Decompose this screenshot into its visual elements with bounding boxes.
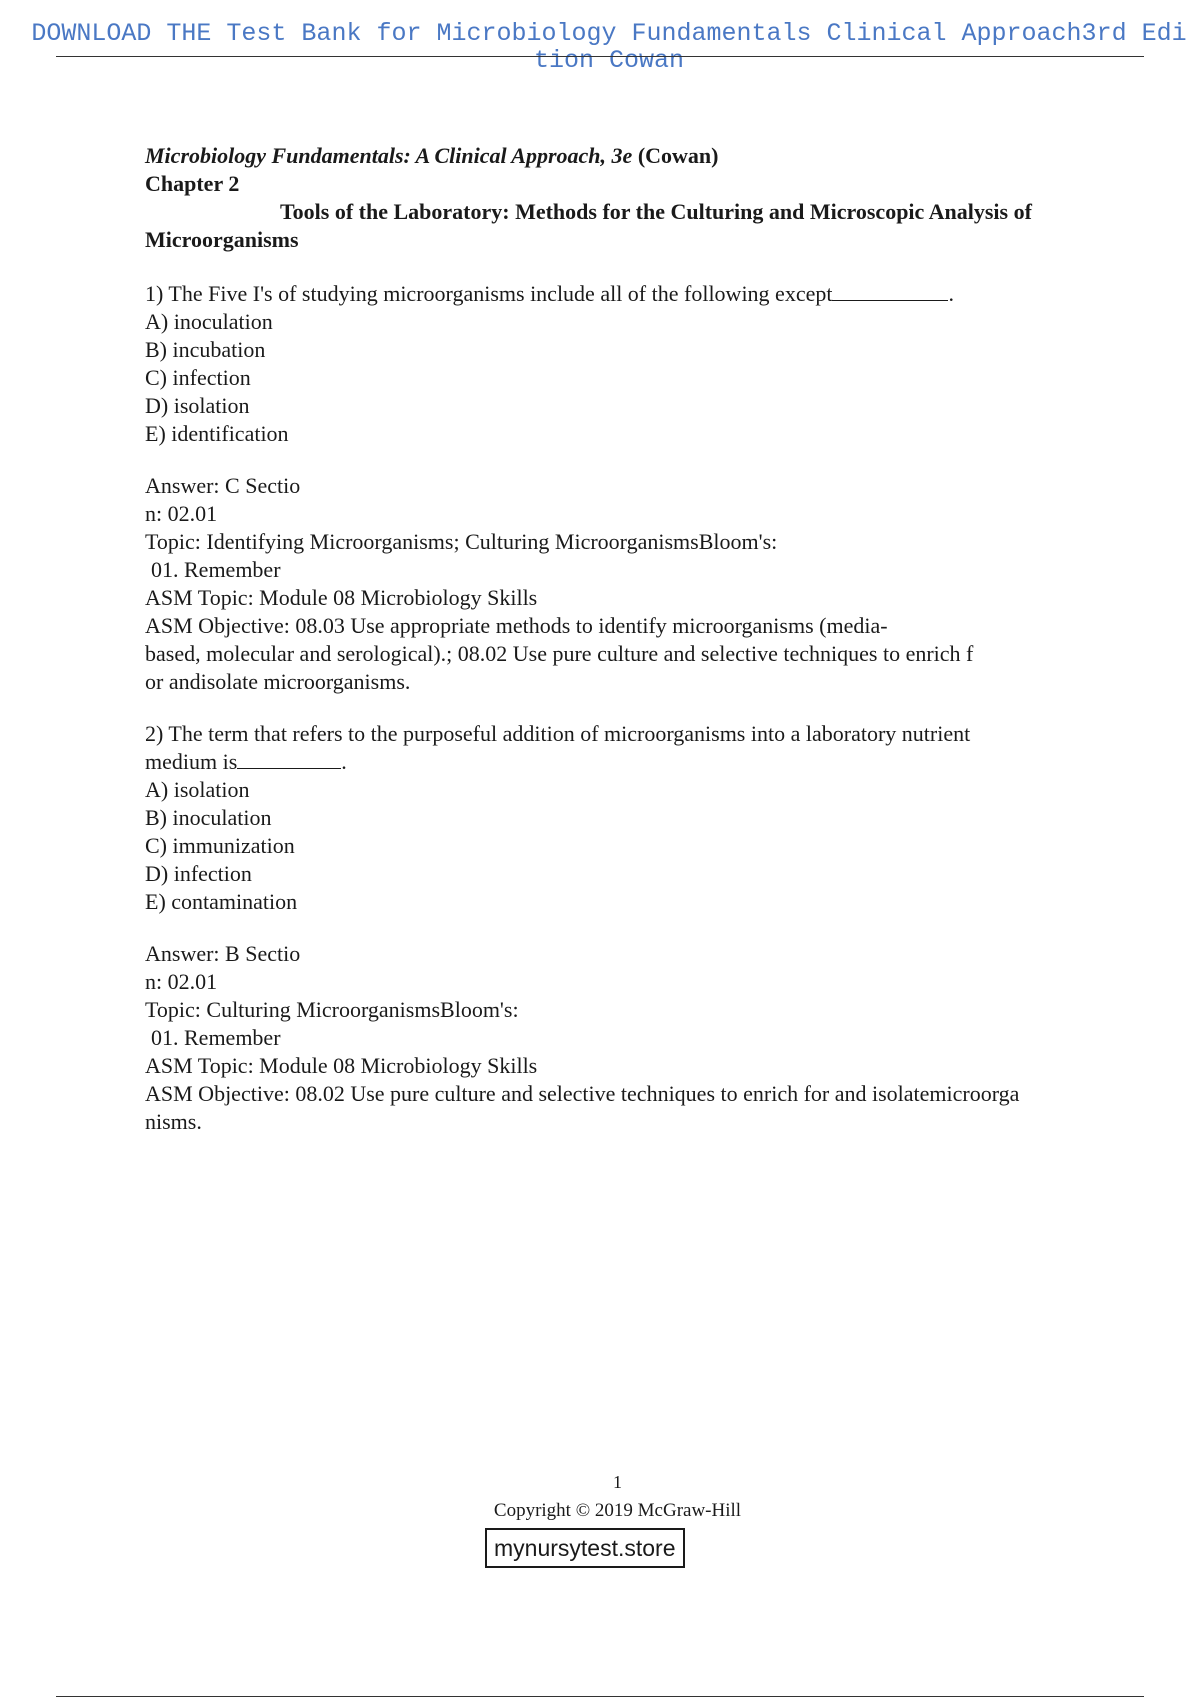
bottom-divider xyxy=(56,1696,1144,1697)
chapter-title: Tools of the Laboratory: Methods for the Culturing and Microscopic Analysis of Microorganisms xyxy=(145,199,1032,252)
question-1 xyxy=(145,280,1105,448)
question-1-stem-text: 1) The Five I's of studying microorganisms include all of the following except xyxy=(145,281,833,306)
question-1-meta xyxy=(145,472,1105,696)
question-2-stem-end: . xyxy=(341,749,347,774)
question-1-stem xyxy=(145,280,1105,308)
question-1-option-a: A) inoculation xyxy=(145,309,273,334)
question-2-asm-topic: ASM Topic: Module 08 Microbiology Skills xyxy=(145,1053,538,1078)
question-2-asm-objective: ASM Objective: 08.02 Use pure culture and selective techniques to enrich for and isolatemicroorga xyxy=(145,1081,1020,1106)
question-2-stem-line1: 2) The term that refers to the purposeful addition of microorganisms into a laboratory nutrient xyxy=(145,721,971,746)
question-1-bloom: 01. Remember xyxy=(151,557,281,582)
banner-divider xyxy=(56,56,1144,57)
question-1-stem-end: . xyxy=(948,281,954,306)
book-title xyxy=(145,142,1105,170)
question-1-answer: Answer: C Sectio xyxy=(145,473,301,498)
question-2-meta xyxy=(145,940,1105,1136)
question-1-asm-objective: ASM Objective: 08.03 Use appropriate methods to identify microorganisms (media- xyxy=(145,613,888,638)
question-2-stem-text: medium is xyxy=(145,749,238,774)
download-banner-link[interactable]: DOWNLOAD THE Test Bank for Microbiology Fundamentals Clinical Approach3rd Edition Cowan xyxy=(31,19,1187,75)
question-2 xyxy=(145,720,1105,916)
book-title-italic: Microbiology Fundamentals: A Clinical Approach, 3e xyxy=(145,143,633,168)
question-2-option-c: C) immunization xyxy=(145,833,295,858)
copyright-notice: Copyright © 2019 McGraw-Hill xyxy=(493,1500,742,1521)
question-2-option-a: A) isolation xyxy=(145,777,250,802)
question-2-option-e: E) contamination xyxy=(145,889,298,914)
question-1-asm-objective-cont: based, molecular and serological).; 08.02 Use pure culture and selective techniques to enrich f xyxy=(145,641,974,666)
question-2-topic: Topic: Culturing MicroorganismsBloom's: xyxy=(145,997,519,1022)
question-2-option-d: D) infection xyxy=(145,861,252,886)
question-1-asm-objective-end: or andisolate microorganisms. xyxy=(145,669,411,694)
question-2-answer: Answer: B Sectio xyxy=(145,941,301,966)
question-1-option-d: D) isolation xyxy=(145,393,250,418)
answer-blank xyxy=(237,748,341,769)
store-watermark-box: mynursytest.store xyxy=(485,1528,685,1568)
question-1-asm-topic: ASM Topic: Module 08 Microbiology Skills xyxy=(145,585,538,610)
question-1-topic: Topic: Identifying Microorganisms; Culturing MicroorganismsBloom's: xyxy=(145,529,778,554)
question-1-section: n: 02.01 xyxy=(145,501,218,526)
question-2-bloom: 01. Remember xyxy=(151,1025,281,1050)
question-2-section: n: 02.01 xyxy=(145,969,218,994)
question-2-stem-line2 xyxy=(145,748,1105,776)
book-author: (Cowan) xyxy=(637,143,719,168)
answer-blank xyxy=(832,280,948,301)
document-body xyxy=(145,142,1105,1136)
question-1-option-b: B) incubation xyxy=(145,337,266,362)
question-1-option-c: C) infection xyxy=(145,365,251,390)
chapter-label: Chapter 2 xyxy=(145,171,240,196)
question-2-option-b: B) inoculation xyxy=(145,805,272,830)
question-1-option-e: E) identification xyxy=(145,421,289,446)
question-2-asm-objective-end: nisms. xyxy=(145,1109,202,1134)
page-number: 1 xyxy=(613,1472,622,1492)
